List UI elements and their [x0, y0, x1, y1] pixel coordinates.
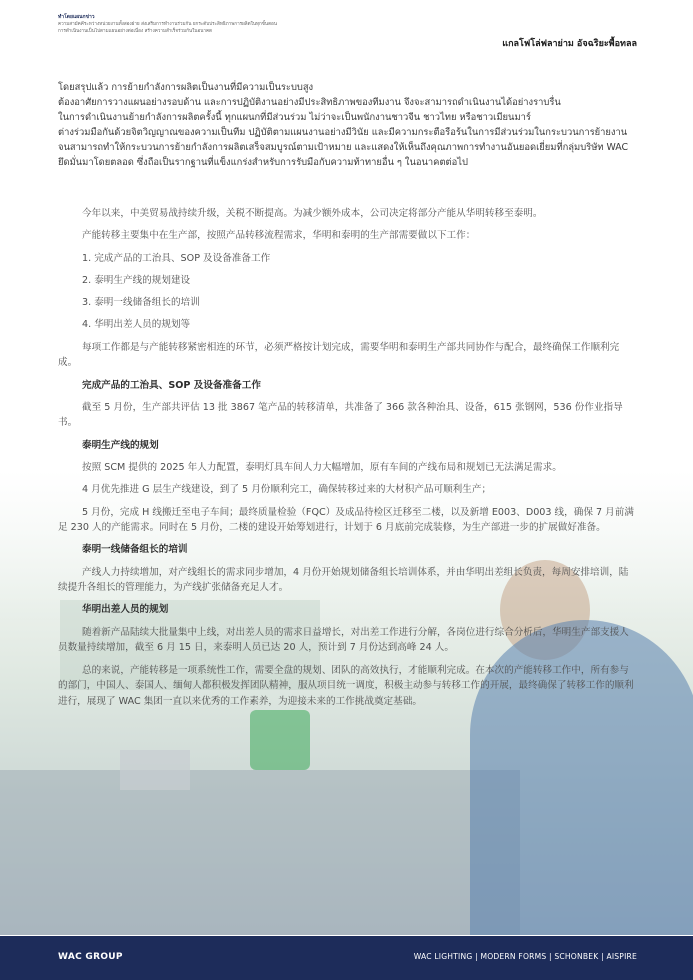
section-heading: 泰明一线储备组长的培训 [82, 544, 188, 556]
section-paragraph: 4 月优先推进 G 层生产线建设，到了 5 月份顺利完工，确保转移过来的大材积产品可顺利生产； [82, 484, 492, 496]
section-paragraph: 随着新产品陆续大批量集中上线，对出差人员的需求日益增长，对出差工作进行分解，各岗位进行综合分析后，华明生产部支援人员数量持续增加，截至 6 月 15 日，来泰明人员已达 20 人，预计到 7 月份达到高峰 24 人。 [58, 626, 629, 654]
section-paragraph: 5 月份，完成 H 线搬迁至电子车间；最终质量检验（FQC）及成品待检区迁移至二楼，以及新增 E003、D003 线，确保 7 月前满足 230 人的产能需求。同时在 5 月份，二楼的建设开始筹划进行，计划于 6 月底前完成装修，为生产部进一步的扩展做好准备。 [58, 506, 634, 534]
section-paragraph: 产线人力持续增加，对产线组长的需求同步增加，4 月份开始规划储备组长培训体系，并由华明出差组长负责，每周安排培训，陆续提升各组长的管理能力，为产线扩张储备充足人才。 [58, 566, 629, 594]
article-lead: 产能转移主要集中在生产部，按照产品转移流程需求，华明和泰明的生产部需要做以下工作： [82, 230, 476, 242]
photo-fixture [250, 710, 310, 770]
article-summary: 每项工作都是与产能转移紧密相连的环节，必须严格按计划完成，需要华明和泰明生产部共同协作与配合，最终确保工作顺利完成。 [58, 341, 620, 369]
thai-paragraph: ในการดำเนินงานย้ายกำลังการผลิตครั้งนี้ ทุกแผนกที่มีส่วนร่วม ไม่ว่าจะเป็นพนักงานชาวจีน ชาวไทย หรือชาวเมียนมาร์ [58, 112, 531, 123]
list-item: 2. 泰明生产线的规划建设 [82, 274, 191, 286]
header-caption-line: ความสามัคคีระหว่างหน่วยงานทั้งสองฝ่าย ส่งเสริมการทำงานร่วมกัน ยกระดับประสิทธิภาพการผลิตในทุกขั้นตอน [58, 22, 277, 27]
header-caption [58, 14, 298, 35]
article-body [58, 206, 636, 716]
thai-paragraph: ต้องอาศัยการวางแผนอย่างรอบด้าน และการปฏิบัติงานอย่างมีประสิทธิภาพของทีมงาน จึงจะสามารถดำเนินงานได้อย่างราบรื่น [58, 97, 561, 108]
footer-brands: WAC LIGHTING | MODERN FORMS | SCHONBEK | AISPIRE [413, 952, 637, 961]
header-caption-line: การดำเนินงานเป็นไปตามแผนอย่างต่อเนื่อง สร้างความสำเร็จร่วมกันในอนาคต [58, 29, 213, 34]
section-paragraph: 按照 SCM 提供的 2025 年人力配置，泰明灯具车间人力大幅增加，原有车间的产线布局和规划已无法满足需求。 [82, 461, 562, 473]
thai-paragraph: ต่างร่วมมือกันด้วยจิตวิญญาณของความเป็นทีม ปฏิบัติตามแผนงานอย่างมีวินัย และมีความกระตือรือร้นในการมีส่วนร่วมในกระบวนการย้ายงาน จนสามารถทำให้กระบวนการย้ายกำลังการผลิตเสร็จสมบูรณ์ตามเป้าหมาย และแสดงให้เห็นถึงคุณภาพการทำงานอันยอดเยี่ยมที่กลุ่มบริษัท WAC ยึดมั่นมาโดยตลอด ซึ่งถือเป็นรากฐานที่แข็งแกร่งสำหรับการรับมือกับความท้าทายอื่น ๆ ในอนาคตต่อไป [58, 127, 629, 168]
thai-paragraph: โดยสรุปแล้ว การย้ายกำลังการผลิตเป็นงานที่มีความเป็นระบบสูง [58, 82, 314, 93]
wac-group-logo: WAC GROUP [58, 952, 123, 962]
section-heading: 泰明生产线的规划 [82, 439, 159, 451]
list-item: 3. 泰明一线储备组长的培训 [82, 297, 200, 309]
article-intro: 今年以来，中美贸易战持续升级，关税不断提高。为减少额外成本，公司决定将部分产能从华明转移至泰明。 [82, 208, 543, 219]
section-paragraph: 截至 5 月份，生产部共评估 13 批 3867 笔产品的转移清单，共准备了 366 款各种治具、设备，615 张钢网，536 份作业指导书。 [58, 401, 623, 429]
header-caption-title: ทำโดยแผนกข่าว [58, 14, 95, 20]
thai-section [58, 80, 638, 170]
section-heading: 完成产品的工治具、SOP 及设备准备工作 [82, 379, 261, 391]
footer-bar [0, 936, 693, 980]
section-heading: 华明出差人员的规划 [82, 604, 169, 616]
list-item: 1. 完成产品的工治具、SOP 及设备准备工作 [82, 252, 271, 264]
article-conclusion: 总的来说，产能转移是一项系统性工作，需要全盘的规划、团队的高效执行，才能顺利完成。在本次的产能转移工作中，所有参与的部门，中国人、泰国人、缅甸人都积极发挥团队精神，服从项目统一调度，积极主动参与转移工作的开展，最终确保了转移工作的顺利进行，展现了 WAC 集团一直以来优秀的工作素养，为迎接未来的工作挑战奠定基础。 [58, 664, 634, 707]
header-title: แกลโฟโล่ฟลาย่าม อัจฉริยะพื้อทลล [502, 39, 637, 49]
list-item: 4. 华明出差人员的规划等 [82, 319, 191, 331]
photo-workbench [0, 770, 520, 935]
photo-equipment [120, 750, 190, 790]
